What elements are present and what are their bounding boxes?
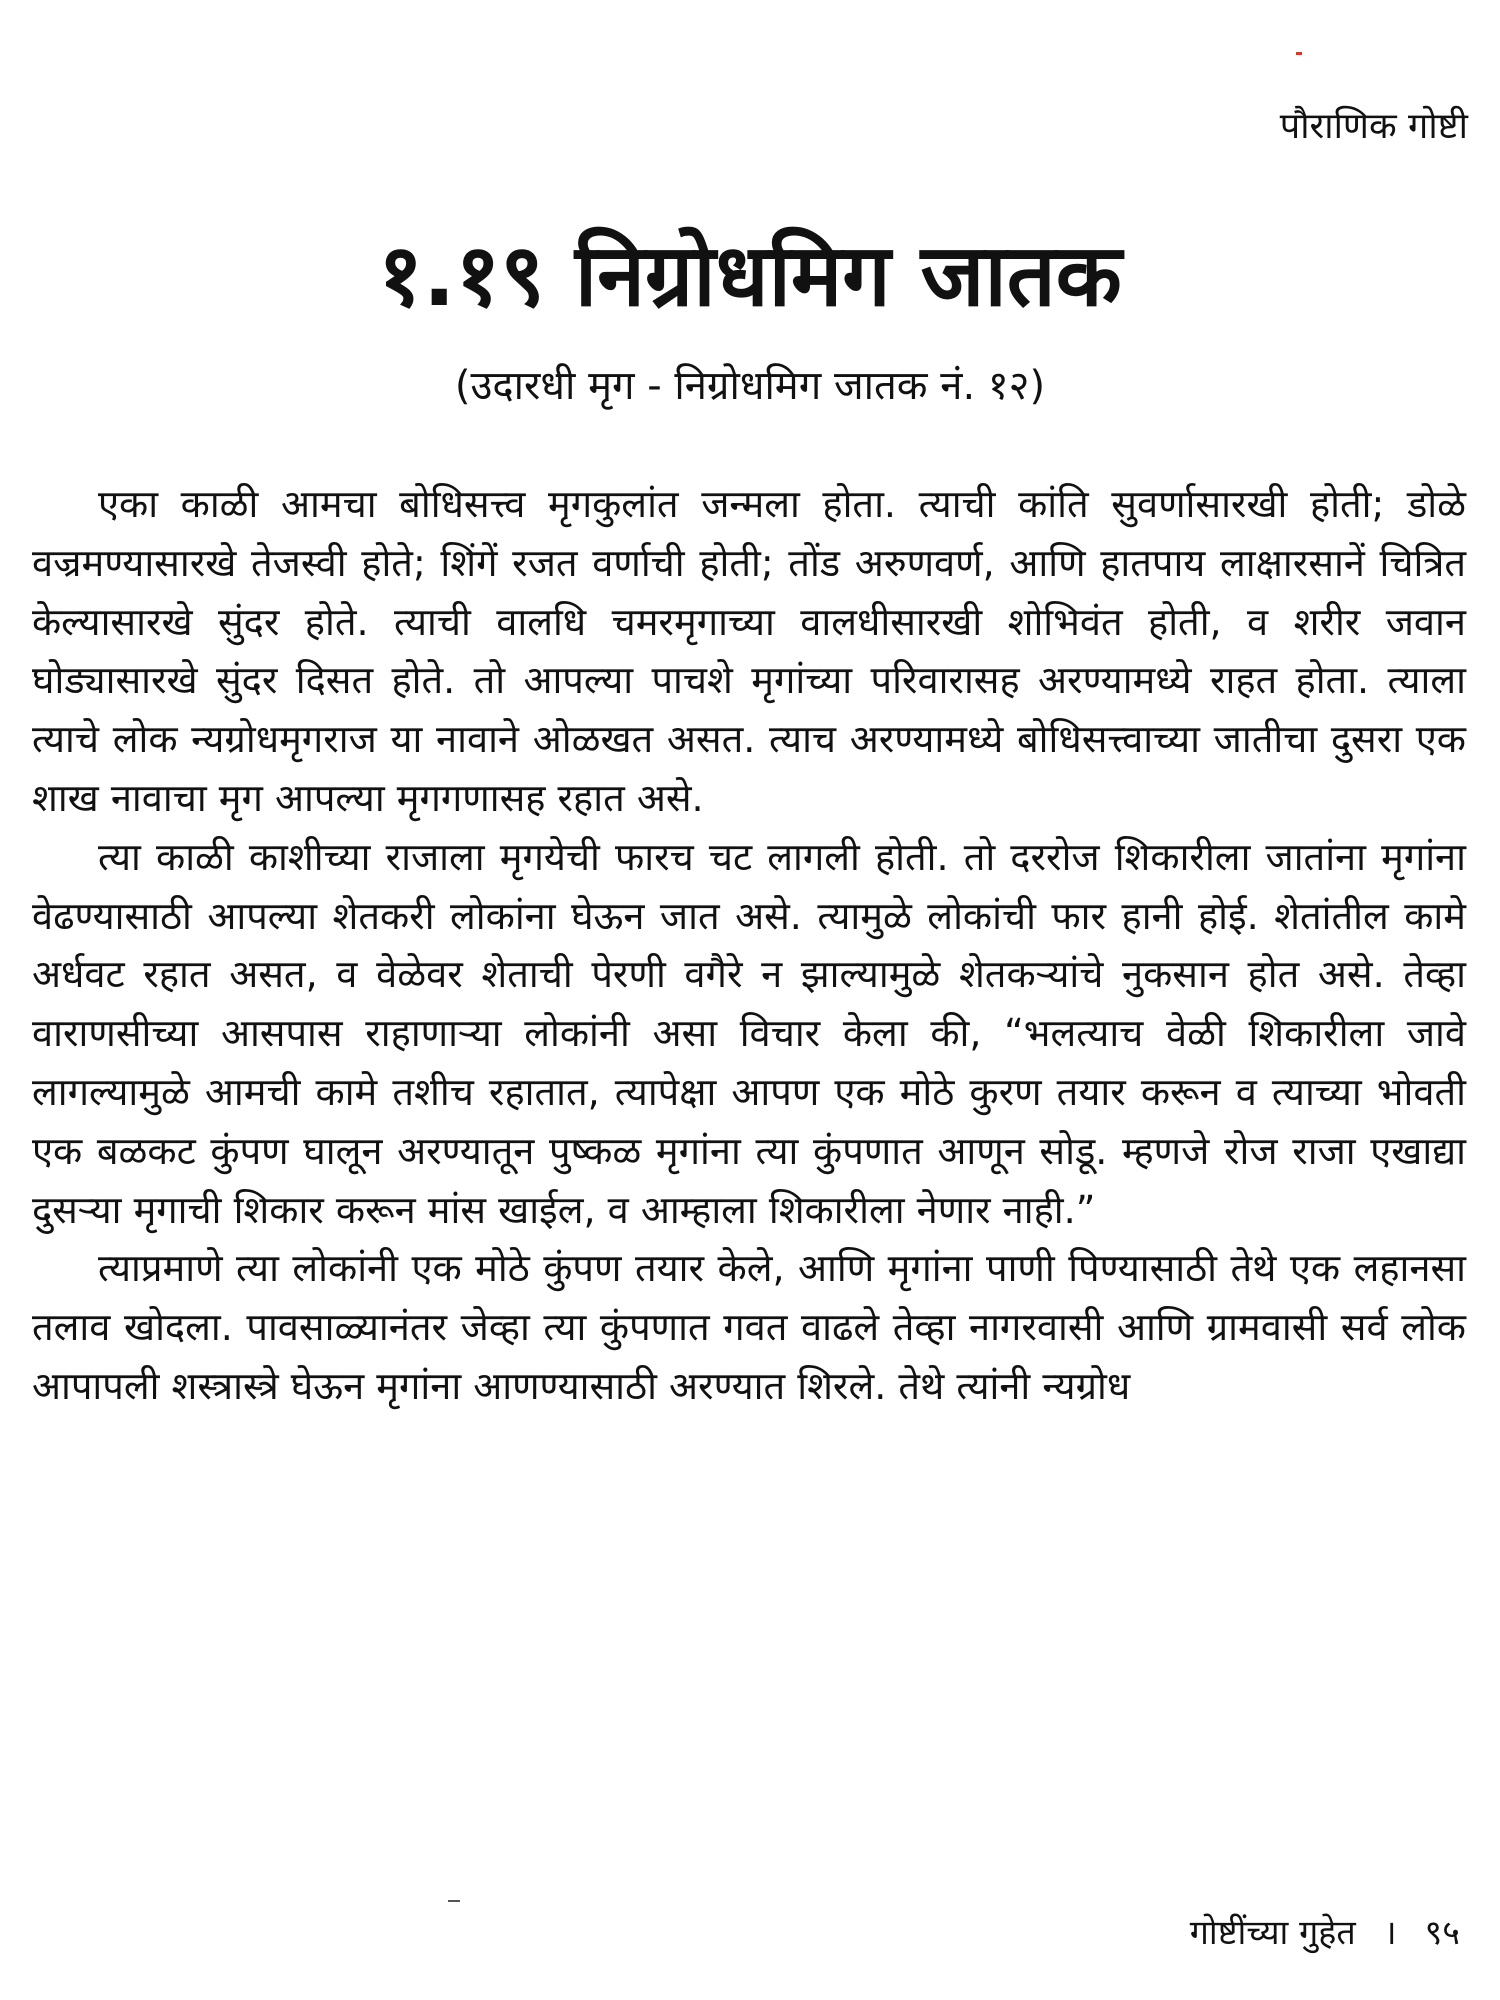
- stray-ink-mark: [1296, 52, 1302, 55]
- body-text: [32, 475, 1466, 1416]
- running-header: पौराणिक गोष्टी: [1279, 106, 1468, 147]
- paragraph-2: त्या काळी काशीच्या राजाला मृगयेची फारच चट लागली होती. तो दररोज शिकारीला जातांना मृगांना वेढण्यासाठी आपल्या शेतकरी लोकांना घेऊन जात असे. त्यामुळे लोकांची फार हानी होई. शेतांतील कामे अर्धवट रहात असत, व वेळेवर शेताची पेरणी वगैरे न झाल्यामुळे शेतकऱ्यांचे नुकसान होत असे. तेव्हा वाराणसीच्या आसपास राहाणाऱ्या लोकांनी असा विचार केला की, “भलत्याच वेळी शिकारीला जावे लागल्यामुळे आमची कामे तशीच रहातात, त्यापेक्षा आपण एक मोठे कुरण तयार करून व त्याच्या भोवती एक बळकट कुंपण घालून अरण्यातून पुष्कळ मृगांना त्या कुंपणात आणून सोडू. म्हणजे रोज राजा एखाद्या दुसऱ्या मृगाची शिकार करून मांस खाईल, व आम्हाला शिकारीला नेणार नाही.”: [32, 834, 1466, 1232]
- chapter-subtitle: (उदारधी मृग - निग्रोधमिग जातक नं. १२): [454, 363, 1046, 409]
- footer-book-title: गोष्टींच्या गुहेत: [1189, 1913, 1356, 1953]
- page-number: ९५: [1424, 1913, 1460, 1953]
- paragraph-3: त्याप्रमाणे त्या लोकांनी एक मोठे कुंपण तयार केले, आणि मृगांना पाणी पिण्यासाठी तेथे एक लहानसा तलाव खोदला. पावसाळ्यानंतर जेव्हा त्या कुंपणात गवत वाढले तेव्हा नागरवासी आणि ग्रामवासी सर्व लोक आपापली शस्त्रास्त्रे घेऊन मृगांना आणण्यासाठी अरण्यात शिरले. तेथे त्यांनी न्यग्रोध: [32, 1246, 1466, 1408]
- chapter-title: १.१९ निग्रोधमिग जातक: [378, 226, 1122, 326]
- page-footer: [1190, 1908, 1460, 1954]
- footer-separator: ।: [1383, 1913, 1397, 1953]
- stray-ink-dot: [448, 1900, 460, 1902]
- paragraph-1: एका काळी आमचा बोधिसत्त्व मृगकुलांत जन्मला होता. त्याची कांति सुवर्णासारखी होती; डोळे वज्रमण्यासारखे तेजस्वी होते; शिंगें रजत वर्णाची होती; तोंड अरुणवर्ण, आणि हातपाय लाक्षारसानें चित्रित केल्यासारखे सुंदर होते. त्याची वालधि चमरमृगाच्या वालधीसारखी शोभिवंत होती, व शरीर जवान घोड्यासारखे सुंदर दिसत होते. तो आपल्या पाचशे मृगांच्या परिवारासह अरण्यामध्ये राहत होता. त्याला त्याचे लोक न्यग्रोधमृगराज या नावाने ओळखत असत. त्याच अरण्यामध्ये बोधिसत्त्वाच्या जातीचा दुसरा एक शाख नावाचा मृग आपल्या मृगगणासह रहात असे.: [32, 482, 1466, 820]
